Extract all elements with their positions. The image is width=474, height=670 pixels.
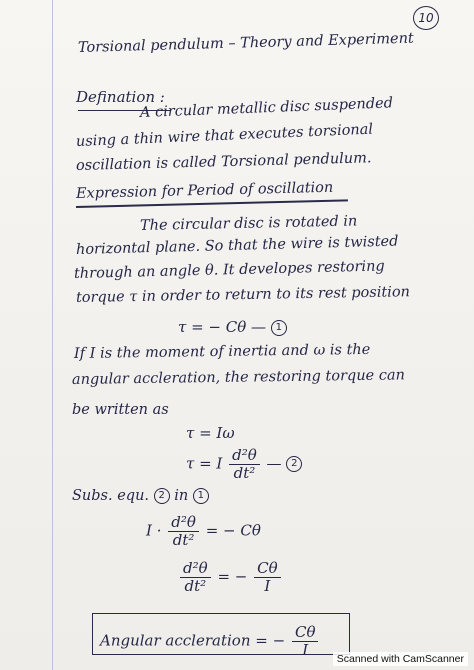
result-sign: − <box>272 631 286 650</box>
equation-substituted-fraction <box>168 514 199 549</box>
equation-angular-left-numerator: d²θ <box>180 560 211 578</box>
expression-line-2: horizontal plane. So that the wire is twisted <box>75 233 399 258</box>
equation-angular-left-fraction <box>180 560 211 595</box>
equation-2-denominator: dt² <box>233 463 256 482</box>
substitution-text: Subs. equ. <box>72 488 150 504</box>
equation-substituted-rhs: = − Cθ <box>205 521 261 540</box>
definition-line-3: oscillation is called Torsional pendulum. <box>75 150 372 174</box>
margin-line <box>52 0 53 670</box>
paragraph-2-line-2: angular accleration, the restoring torque can <box>71 367 406 388</box>
equation-2-numerator: d²θ <box>229 447 260 465</box>
expression-heading: Expression for Period of oscillation <box>75 179 334 202</box>
equation-angular-right-fraction <box>254 560 281 595</box>
scanner-watermark: Scanned with CamScanner <box>333 652 468 666</box>
equation-2-lhs: τ = I <box>186 454 223 473</box>
substitution-tag-b: 1 <box>193 488 209 504</box>
equation-2-dash: — <box>266 454 282 473</box>
equation-1-tag: 1 <box>271 320 287 336</box>
page-number: 10 <box>413 6 439 30</box>
result-equation <box>100 624 320 659</box>
equation-1-text: τ = − Cθ — <box>178 318 267 336</box>
equation-torque-iw: τ = Iω <box>186 424 235 442</box>
expression-line-4: torque τ in order to return to its rest position <box>75 284 411 306</box>
expression-line-1: The circular disc is rotated in <box>139 213 358 234</box>
equation-angular-right-numerator: Cθ <box>254 560 281 578</box>
result-denominator: I <box>302 640 309 659</box>
result-fraction <box>292 624 319 659</box>
equation-angular-right-denominator: I <box>264 576 271 595</box>
substitution-mid: in <box>174 488 193 504</box>
result-label: Angular accleration = <box>100 631 268 650</box>
definition-heading: Defination : <box>76 88 165 106</box>
equation-angular <box>178 560 283 595</box>
equation-2-tag: 2 <box>286 456 302 472</box>
equation-substituted-lhs: I · <box>146 521 162 540</box>
equation-angular-equals: = − <box>217 567 248 586</box>
definition-line-2: using a thin wire that executes torsional <box>75 121 374 150</box>
equation-substituted-numerator: d²θ <box>168 514 199 532</box>
equation-substituted <box>146 514 261 549</box>
equation-substituted-denominator: dt² <box>172 530 195 549</box>
equation-2-fraction <box>229 447 260 482</box>
definition-line-1: A circular metallic disc suspended <box>139 95 394 121</box>
result-numerator: Cθ <box>292 624 319 642</box>
equation-2 <box>186 447 302 482</box>
paragraph-2-line-1: If I is the moment of inertia and ω is the <box>73 341 371 362</box>
expression-line-3: through an angle θ. It developes restoring <box>73 258 385 282</box>
equation-angular-left-denominator: dt² <box>184 576 207 595</box>
equation-1 <box>178 318 287 336</box>
substitution-line <box>72 488 209 504</box>
substitution-tag-a: 2 <box>154 488 170 504</box>
page-title: Torsional pendulum – Theory and Experiment <box>77 30 414 56</box>
paragraph-2-line-3: be written as <box>72 402 169 418</box>
